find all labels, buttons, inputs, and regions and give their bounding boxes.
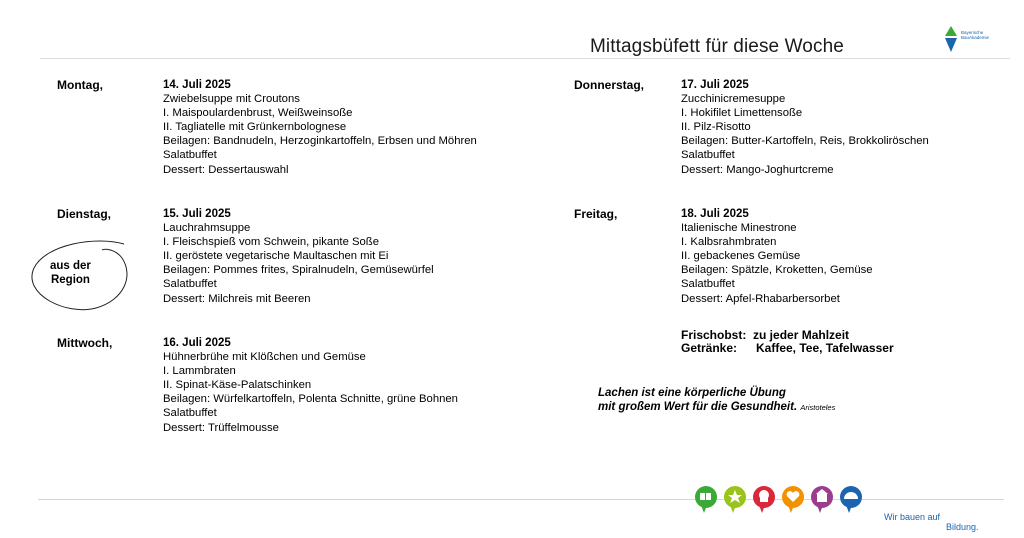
education-bubbles	[692, 485, 892, 525]
header-divider	[40, 58, 1010, 59]
menu-dish-2: II. gebackenes Gemüse	[681, 250, 801, 263]
menu-tuesday	[163, 207, 434, 306]
menu-salad: Salatbuffet	[681, 149, 735, 162]
region-note-line2: Region	[50, 274, 90, 286]
region-note-line1: aus der	[50, 260, 91, 272]
day-label-thursday: Donnerstag,	[574, 78, 645, 92]
drinks-label: Getränke:	[681, 341, 738, 355]
day-label-wednesday: Mittwoch,	[57, 336, 113, 350]
menu-dessert: Dessert: Mango-Joghurtcreme	[681, 163, 834, 176]
page-title: Mittagsbüfett für diese Woche	[590, 36, 844, 57]
menu-sides: Beilagen: Spätzle, Kroketten, Gemüse	[681, 264, 873, 277]
menu-dish-2: II. geröstete vegetarische Maultaschen mit Ei	[163, 250, 389, 263]
menu-soup: Hühnerbrühe mit Klößchen und Gemüse	[163, 351, 366, 364]
book-bubble-icon	[695, 486, 717, 513]
logo-text-line2: BauAkademie	[961, 35, 990, 40]
fruit-value: zu jeder Mahlzeit	[753, 328, 850, 342]
menu-friday	[681, 207, 873, 306]
heart-bubble-icon	[782, 486, 804, 513]
menu-dish-2: II. Pilz-Risotto	[681, 121, 751, 134]
menu-sides: Beilagen: Würfelkartoffeln, Polenta Schnitte, grüne Bohnen	[163, 393, 458, 406]
menu-dish-1: I. Lammbraten	[163, 365, 236, 378]
extras-drinks	[681, 342, 894, 355]
day-label-tuesday: Dienstag,	[57, 207, 112, 221]
drinks-value: Kaffee, Tee, Tafelwasser	[756, 341, 894, 355]
day-label-monday: Montag,	[57, 78, 103, 92]
slogan-line-1: Wir bauen auf	[884, 512, 941, 522]
menu-soup: Italienische Minestrone	[681, 222, 797, 235]
menu-monday	[163, 78, 477, 177]
quote-line-1: Lachen ist eine körperliche Übung	[598, 387, 786, 399]
star-bubble-icon	[724, 486, 746, 513]
menu-soup: Zucchinicremesuppe	[681, 93, 786, 106]
menu-dish-2: II. Tagliatelle mit Grünkernbolognese	[163, 121, 347, 134]
menu-dessert: Dessert: Dessertauswahl	[163, 163, 289, 176]
menu-dish-2: II. Spinat-Käse-Palatschinken	[163, 379, 312, 392]
day-label-friday: Freitag,	[574, 207, 618, 221]
menu-salad: Salatbuffet	[163, 407, 217, 420]
slogan-line-2: Bildung.	[946, 522, 979, 532]
menu-dish-1: I. Kalbsrahmbraten	[681, 236, 777, 249]
menu-date: 15. Juli 2025	[163, 208, 231, 220]
menu-thursday	[681, 78, 929, 177]
menu-dessert: Dessert: Milchreis mit Beeren	[163, 292, 311, 305]
logo-mark-icon	[944, 24, 964, 56]
extras-info	[681, 329, 894, 355]
menu-wednesday	[163, 336, 458, 435]
menu-dish-1: I. Maispoulardenbrust, Weißweinsoße	[163, 107, 353, 120]
fruit-label: Frischobst:	[681, 328, 747, 342]
quote-author: Aristoteles	[800, 403, 836, 412]
menu-salad: Salatbuffet	[681, 278, 735, 291]
menu-dessert: Dessert: Apfel-Rhabarbersorbet	[681, 292, 840, 305]
logo-text-line1: Bayerische	[961, 30, 984, 35]
building-bubble-icon	[811, 486, 833, 513]
menu-soup: Zwiebelsuppe mit Croutons	[163, 93, 300, 106]
menu-sides: Beilagen: Pommes frites, Spiralnudeln, Gemüsewürfel	[163, 264, 434, 277]
menu-sides: Beilagen: Bandnudeln, Herzoginkartoffeln, Erbsen und Möhren	[163, 135, 477, 148]
menu-date: 17. Juli 2025	[681, 79, 749, 91]
menu-salad: Salatbuffet	[163, 149, 217, 162]
menu-soup: Lauchrahmsuppe	[163, 222, 251, 235]
quote	[598, 386, 835, 415]
menu-date: 18. Juli 2025	[681, 208, 749, 220]
chef-hat-bubble-icon	[753, 486, 775, 513]
menu-dish-1: I. Fleischspieß vom Schwein, pikante Soße	[163, 236, 379, 249]
region-note	[50, 259, 91, 287]
bauakademie-logo	[944, 24, 1014, 56]
menu-sides: Beilagen: Butter-Kartoffeln, Reis, Brokkoliröschen	[681, 135, 929, 148]
menu-dish-1: I. Hokifilet Limettensoße	[681, 107, 803, 120]
menu-date: 16. Juli 2025	[163, 337, 231, 349]
menu-dessert: Dessert: Trüffelmousse	[163, 421, 279, 434]
menu-date: 14. Juli 2025	[163, 79, 231, 91]
quote-line-2: mit großem Wert für die Gesundheit.	[598, 401, 798, 413]
helmet-bubble-icon	[840, 486, 862, 513]
menu-salad: Salatbuffet	[163, 278, 217, 291]
